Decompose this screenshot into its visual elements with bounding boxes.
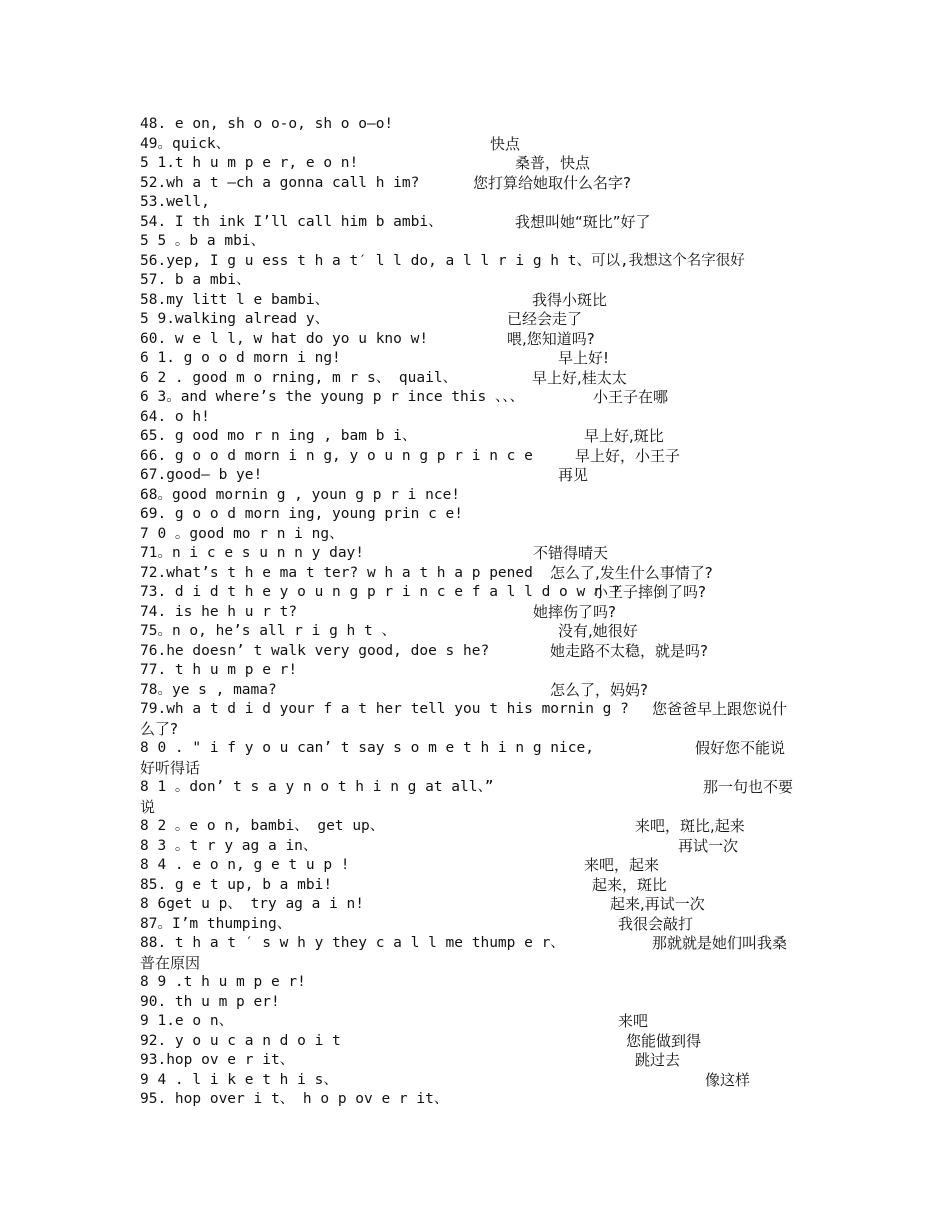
english-text: 6 3。and where’s the young p r ince this 、、、 (140, 389, 524, 405)
chinese-text: 来吧 (618, 1012, 649, 1030)
dialogue-line (140, 135, 820, 155)
wrapped-continuation: 说 (140, 797, 156, 816)
english-text: 77. t h u m p e r! (140, 662, 298, 678)
wrapped-continuation: 么了? (140, 719, 178, 738)
dialogue-line (140, 271, 820, 291)
chinese-text: 假好您不能说 (695, 739, 786, 757)
dialogue-line (140, 1051, 820, 1071)
english-text: 8 6get u p、 try ag a i n! (140, 896, 365, 912)
english-text: 69. g o o d morn ing, young prin c e! (140, 506, 464, 522)
english-text: 8 3 。t r y ag a in、 (140, 837, 318, 854)
english-text: 53.well, (140, 194, 210, 210)
chinese-text: 再试一次 (678, 836, 739, 855)
chinese-text: 我很会敲打 (618, 914, 694, 933)
dialogue-line (140, 993, 820, 1013)
dialogue-line (140, 661, 820, 681)
chinese-text: 您打算给她取什么名字? (473, 173, 631, 192)
english-text: 6 1. g o o d morn i ng! (140, 350, 341, 366)
chinese-text: 我想叫她“斑比”好了 (515, 212, 651, 231)
english-text: 9 4 . l i k e t h i s、 (140, 1071, 338, 1088)
english-text: 8 0 . " i f y o u can’ t say s o m e t h i n g nice, (140, 740, 594, 756)
dialogue-line (140, 876, 820, 896)
dialogue-line (140, 349, 820, 369)
dialogue-line (140, 564, 820, 584)
english-text: 49。quick、 (140, 135, 231, 152)
dialogue-line (140, 427, 820, 447)
wrapped-continuation: 好听得话 (140, 758, 201, 777)
english-text: 8 2 。e o n, bambi、 get up、 (140, 818, 385, 834)
dialogue-line (140, 115, 820, 135)
chinese-text: 没有,她很好 (558, 622, 638, 640)
english-text: 48. e on, sh o o-o, sh o o—o! (140, 116, 394, 132)
chinese-text: 起来,再试一次 (610, 895, 705, 913)
dialogue-line (140, 213, 820, 233)
chinese-text: 她摔伤了吗? (533, 602, 616, 621)
dialogue-line (140, 505, 820, 525)
dialogue-line (140, 622, 820, 642)
dialogue-line (140, 603, 820, 623)
chinese-text: 您爸爸早上跟您说什 (652, 700, 788, 718)
chinese-text: 早上好，小王子 (575, 446, 681, 465)
chinese-text: 那就就是她们叫我桑 (652, 934, 788, 952)
dialogue-line (140, 544, 820, 564)
chinese-text: 小王子摔倒了吗? (593, 583, 706, 601)
chinese-text: 早上好,斑比 (584, 427, 664, 445)
chinese-text: 那一句也不要 (703, 778, 794, 796)
chinese-text: 已经会走了 (507, 310, 583, 328)
english-text: 92. y o u c a n d o i t (140, 1032, 341, 1049)
english-text: 52.wh a t —ch a gonna call h im? (140, 174, 420, 191)
english-text: 64. o h! (140, 408, 210, 425)
chinese-text: 起来，斑比 (592, 875, 668, 894)
dialogue-line (140, 408, 820, 428)
chinese-text: 桑普，快点 (515, 154, 591, 172)
chinese-text: 小王子在哪 (593, 388, 669, 406)
english-text: 79.wh a t d i d your f a t her tell you t his mornin g ? (140, 701, 629, 717)
english-text: 8 1 。don’ t s a y n o t h i n g at all、” (140, 779, 494, 795)
english-text: 56.yep, I g u ess t h a t′ l l do, a l l r i g h t、可以,我想这个名字很好 (140, 252, 745, 269)
english-text: 90. th u m p er! (140, 993, 280, 1010)
wrapped-continuation: 普在原因 (140, 953, 201, 972)
english-text: 5 5 。b a mbi、 (140, 233, 266, 249)
dialogue-line (140, 252, 820, 272)
dialogue-line (140, 232, 820, 252)
english-text: 75。n o, he’s all r i g h t 、 (140, 623, 396, 639)
dialogue-line (140, 837, 820, 857)
dialogue-line (140, 934, 820, 954)
chinese-text: 怎么了,发生什么事情了? (550, 563, 713, 582)
english-text: 74. is he h u r t? (140, 603, 298, 620)
english-text: 60. w e l l, w hat do yo u kno w! (140, 330, 429, 347)
english-text: 71。n i c e s u n n y day! (140, 545, 365, 561)
english-text: 5 1.t h u m p e r, e o n! (140, 155, 359, 171)
dialogue-line (140, 895, 820, 915)
dialogue-line (140, 1090, 820, 1110)
dialogue-line (140, 525, 820, 545)
dialogue-line (140, 466, 820, 486)
dialogue-line (140, 681, 820, 701)
chinese-text: 再见 (558, 466, 589, 484)
dialogue-line (140, 1012, 820, 1032)
english-text: 65. g ood mo r n ing , bam b i、 (140, 428, 417, 444)
dialogue-line (140, 973, 820, 993)
english-text: 76.he doesn’ t walk very good, doe s he? (140, 642, 490, 659)
dialogue-line (140, 291, 820, 311)
dialogue-line (140, 700, 820, 720)
dialogue-line (140, 388, 820, 408)
dialogue-line (140, 1071, 820, 1091)
english-text: 73. d i d t h e y o u n g p r i n c e f a l l d o w n ? (140, 584, 621, 600)
english-text: 66. g o o d morn i n g, y o u n g p r i n c e (140, 447, 533, 464)
chinese-text: 来吧，起来 (584, 856, 660, 874)
english-text: 93.hop ov e r it、 (140, 1052, 295, 1068)
chinese-text: 喂,您知道吗? (507, 329, 595, 348)
dialogue-line (140, 778, 820, 798)
english-text: 7 0 。good mo r n i ng、 (140, 525, 344, 542)
chinese-text: 早上好,桂太太 (532, 368, 627, 387)
chinese-text: 我得小斑比 (532, 290, 608, 309)
english-text: 9 1.e o n、 (140, 1013, 234, 1029)
dialogue-line (140, 174, 820, 194)
chinese-text: 早上好! (558, 349, 610, 367)
dialogue-line (140, 193, 820, 213)
english-text: 85. g e t up, b a mbi! (140, 876, 333, 893)
english-text: 68。good mornin g , youn g p r i nce! (140, 486, 461, 503)
dialogue-line (140, 486, 820, 506)
english-text: 72.what’s t h e ma t ter? w h a t h a p pened (140, 564, 533, 581)
chinese-text: 怎么了，妈妈? (550, 680, 648, 699)
chinese-text: 像这样 (705, 1070, 751, 1089)
english-text: 6 2 . good m o rning, m r s、 quail、 (140, 369, 458, 386)
english-text: 67.good— b ye! (140, 467, 263, 483)
english-text: 58.my litt l e bambi、 (140, 291, 330, 308)
english-text: 57. b a mbi、 (140, 272, 251, 288)
dialogue-line (140, 739, 820, 759)
chinese-text: 跳过去 (635, 1051, 681, 1069)
english-text: 87。I’m thumping、 (140, 915, 292, 932)
english-text: 54. I th ink I’ll call him b ambi、 (140, 213, 443, 230)
chinese-text: 来吧，斑比,起来 (635, 817, 745, 835)
english-text: 78。ye s , mama? (140, 681, 277, 698)
chinese-text: 她走路不太稳，就是吗? (550, 641, 708, 660)
dialogue-line (140, 330, 820, 350)
dialogue-line (140, 447, 820, 467)
dialogue-line (140, 310, 820, 330)
dialogue-line (140, 856, 820, 876)
english-text: 8 4 . e o n, g e t u p ! (140, 857, 350, 873)
english-text: 5 9.walking alread y、 (140, 311, 330, 327)
english-text: 8 9 .t h u m p e r! (140, 974, 306, 990)
dialogue-line (140, 1032, 820, 1052)
dialogue-line (140, 583, 820, 603)
dialogue-line (140, 642, 820, 662)
dialogue-line (140, 369, 820, 389)
chinese-text: 不错得晴天 (533, 544, 609, 562)
dialogue-line (140, 154, 820, 174)
chinese-text: 您能做到得 (626, 1031, 702, 1050)
dialogue-line (140, 817, 820, 837)
english-text: 95. hop over i t、 h o p ov e r it、 (140, 1091, 449, 1107)
chinese-text: 快点 (490, 134, 521, 153)
english-text: 88. t h a t ′ s w h y they c a l l me thump e r、 (140, 935, 565, 951)
dialogue-line (140, 915, 820, 935)
